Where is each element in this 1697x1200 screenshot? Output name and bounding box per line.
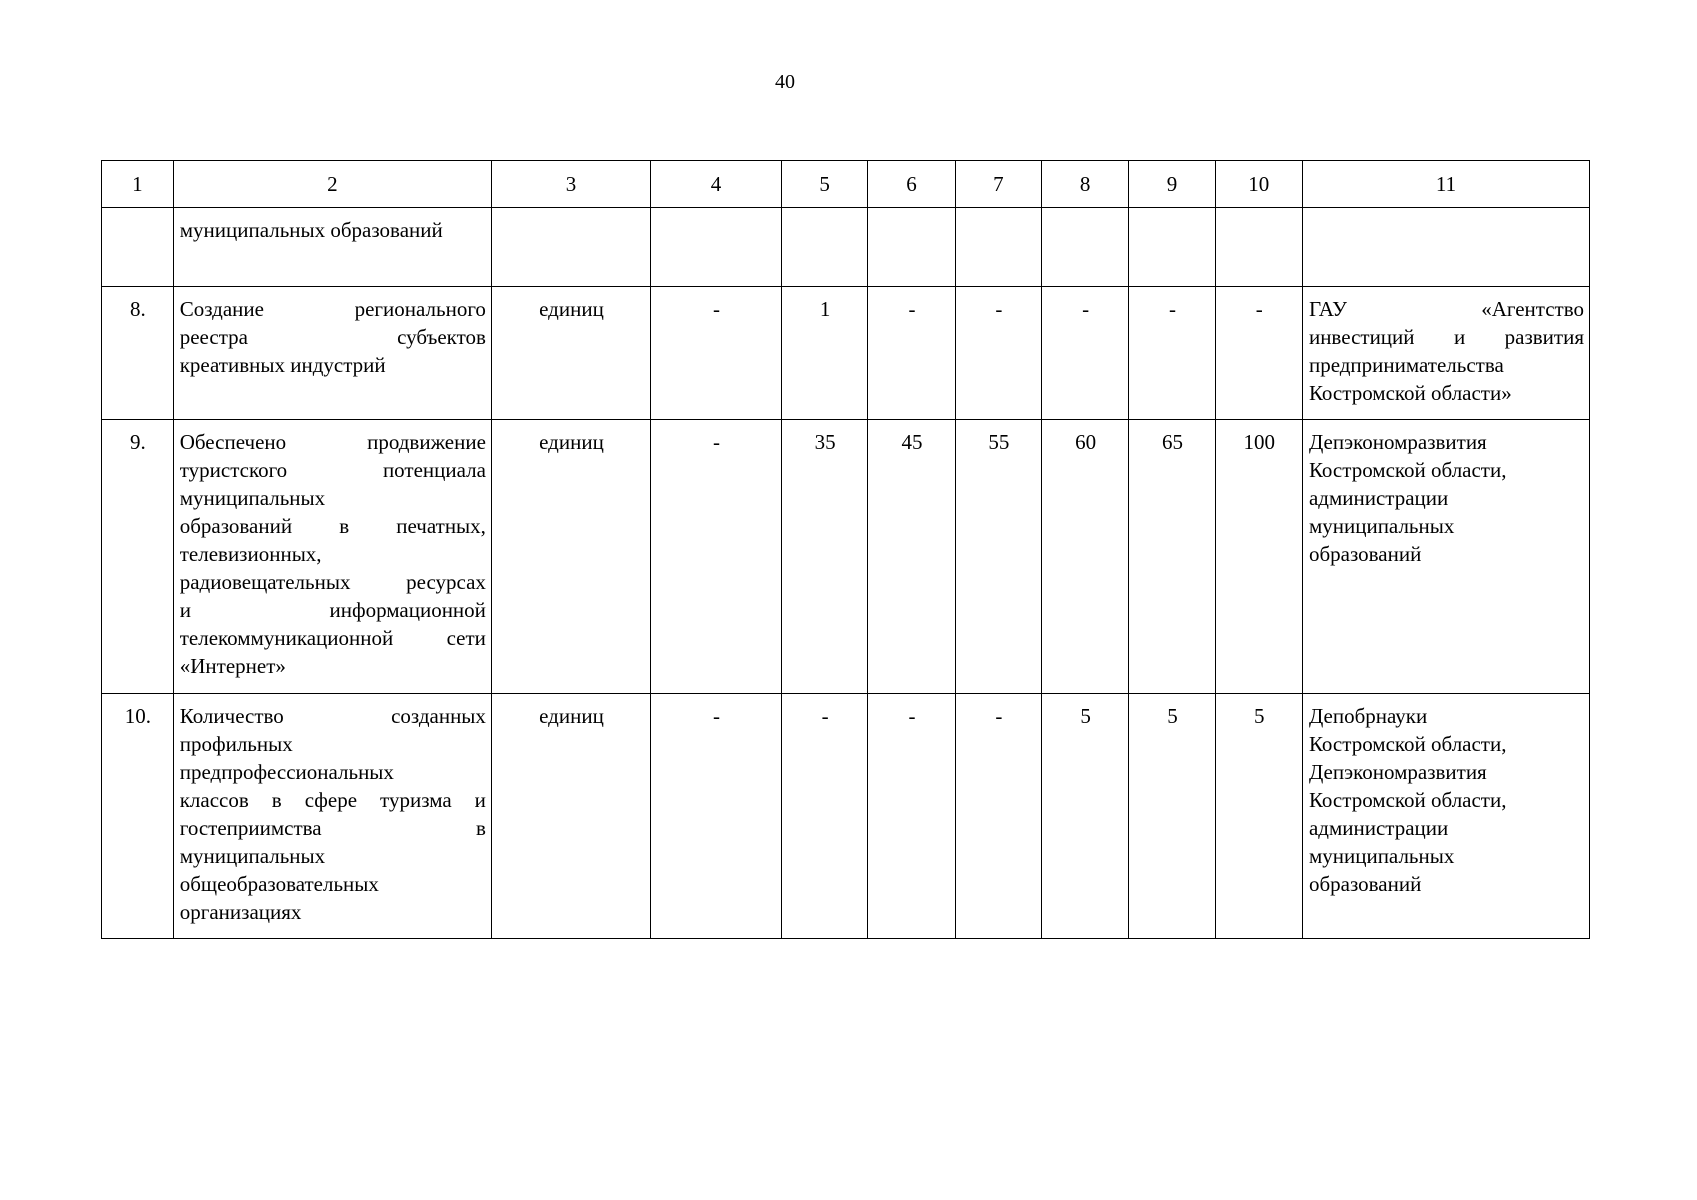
value-cell: 45: [868, 420, 955, 694]
indicators-table: [101, 160, 1590, 939]
value-cell: -: [868, 694, 955, 939]
indicator-name-line: туристского потенциала: [179, 458, 486, 482]
value-cell: [955, 208, 1041, 287]
responsible-line: Костромской области,: [1308, 732, 1507, 756]
value-cell: [782, 208, 868, 287]
responsible-line: Депэкономразвития: [1308, 430, 1487, 454]
responsible-line: ГАУ «Агентство: [1308, 297, 1584, 321]
responsible-line: образований: [1308, 542, 1422, 566]
indicator-name-cell: [173, 420, 491, 694]
unit-cell: единиц: [491, 420, 650, 694]
header-cell: 1: [102, 161, 174, 208]
header-cell: 7: [955, 161, 1041, 208]
header-cell: 8: [1041, 161, 1128, 208]
indicator-name-line: и информационной: [179, 598, 486, 622]
value-cell: -: [1041, 287, 1128, 420]
header-cell: 6: [868, 161, 955, 208]
row-number-cell: [102, 208, 174, 287]
indicator-name-line: телевизионных,: [179, 542, 322, 566]
value-cell: -: [651, 420, 782, 694]
value-cell: [1129, 208, 1215, 287]
responsible-line: предпринимательства: [1308, 353, 1504, 377]
responsible-cell: [1302, 420, 1589, 694]
indicator-name-cell: [173, 287, 491, 420]
responsible-line: Депобрнауки: [1308, 704, 1428, 728]
row-number-cell: 8.: [102, 287, 174, 420]
value-cell: [868, 208, 955, 287]
responsible-line: администрации: [1308, 816, 1449, 840]
responsible-line: муниципальных: [1308, 844, 1455, 868]
table-row-continuation: [102, 208, 1590, 287]
header-cell: 4: [651, 161, 782, 208]
value-cell: 65: [1129, 420, 1215, 694]
responsible-line: Депэкономразвития: [1308, 760, 1487, 784]
responsible-line: Костромской области,: [1308, 458, 1507, 482]
indicator-name-line: муниципальных: [179, 844, 326, 868]
header-cell: 10: [1215, 161, 1302, 208]
responsible-line: инвестиций и развития: [1308, 325, 1584, 349]
unit-cell: единиц: [491, 287, 650, 420]
indicator-name-line: «Интернет»: [179, 654, 286, 678]
header-row: [102, 161, 1590, 208]
value-cell: 100: [1215, 420, 1302, 694]
value-cell: [1215, 208, 1302, 287]
row-number-cell: 10.: [102, 694, 174, 939]
value-cell: -: [651, 287, 782, 420]
indicator-name-line: реестра субъектов: [179, 325, 486, 349]
header-cell: 5: [782, 161, 868, 208]
value-cell: [1041, 208, 1128, 287]
value-cell: -: [651, 694, 782, 939]
indicator-name-line: креативных индустрий: [179, 353, 386, 377]
indicator-name-line: Количество созданных: [179, 704, 486, 728]
row-number-cell: 9.: [102, 420, 174, 694]
value-cell: [651, 208, 782, 287]
indicator-name-line: общеобразовательных: [179, 872, 379, 896]
table-row: [102, 420, 1590, 694]
indicator-name-line: Обеспечено продвижение: [179, 430, 486, 454]
value-cell: 35: [782, 420, 868, 694]
value-cell: -: [955, 694, 1041, 939]
responsible-line: Костромской области»: [1308, 381, 1512, 405]
responsible-line: Костромской области,: [1308, 788, 1507, 812]
indicator-name-line: гостеприимства в: [179, 816, 486, 840]
responsible-line: администрации: [1308, 486, 1449, 510]
page-number: 40: [775, 71, 795, 93]
header-cell: 3: [491, 161, 650, 208]
responsible-line: муниципальных: [1308, 514, 1455, 538]
indicator-name-line: профильных: [179, 732, 293, 756]
indicator-name-line: Создание регионального: [179, 297, 486, 321]
value-cell: 5: [1129, 694, 1215, 939]
indicator-name-line: предпрофессиональных: [179, 760, 394, 784]
value-cell: 5: [1041, 694, 1128, 939]
responsible-cell: [1302, 694, 1589, 939]
indicator-name-cell: муниципальных образований: [173, 208, 491, 287]
responsible-line: образований: [1308, 872, 1422, 896]
indicator-name-line: телекоммуникационной сети: [179, 626, 486, 650]
unit-cell: единиц: [491, 694, 650, 939]
unit-cell: [491, 208, 650, 287]
value-cell: -: [868, 287, 955, 420]
value-cell: 5: [1215, 694, 1302, 939]
indicator-name-line: радиовещательных ресурсах: [179, 570, 486, 594]
header-cell: 9: [1129, 161, 1215, 208]
header-cell: 11: [1302, 161, 1589, 208]
value-cell: 1: [782, 287, 868, 420]
value-cell: -: [1215, 287, 1302, 420]
table-row: [102, 287, 1590, 420]
indicator-name-line: муниципальных: [179, 486, 326, 510]
value-cell: -: [1129, 287, 1215, 420]
value-cell: 55: [955, 420, 1041, 694]
value-cell: 60: [1041, 420, 1128, 694]
table-row: [102, 694, 1590, 939]
value-cell: -: [955, 287, 1041, 420]
indicator-name-cell: [173, 694, 491, 939]
responsible-cell: [1302, 208, 1589, 287]
header-cell: 2: [173, 161, 491, 208]
responsible-cell: [1302, 287, 1589, 420]
indicator-name-line: образований в печатных,: [179, 514, 486, 538]
value-cell: -: [782, 694, 868, 939]
indicator-name-line: организациях: [179, 900, 302, 924]
indicator-name-line: классов в сфере туризма и: [179, 788, 486, 812]
